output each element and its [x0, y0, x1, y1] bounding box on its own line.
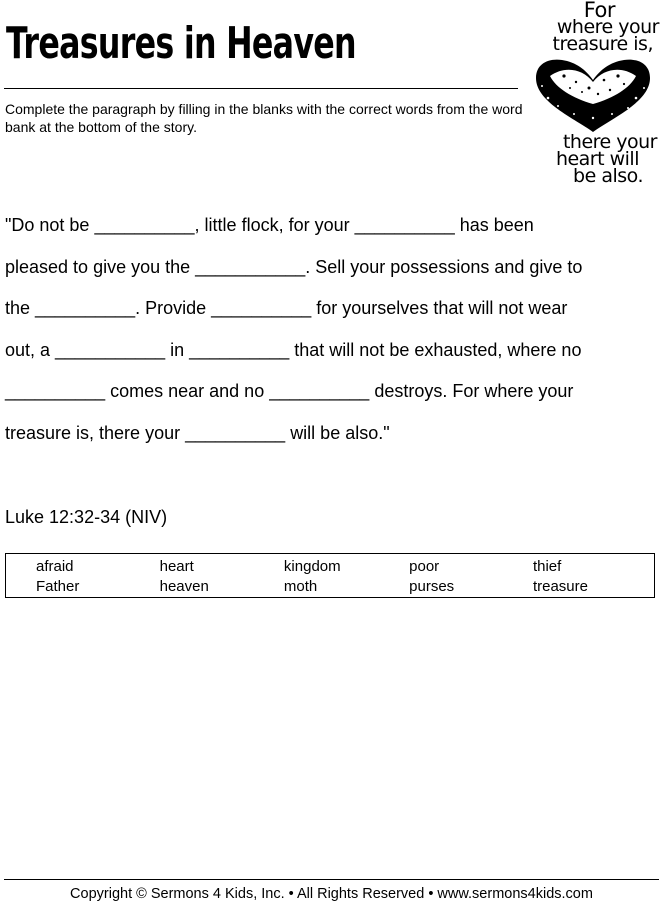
word-bank-word: heart — [159, 558, 194, 575]
verse-badge — [522, 0, 663, 190]
badge-line: there your — [562, 131, 657, 153]
passage-line: out, a ___________ in __________ that will not be exhausted, where no — [5, 339, 582, 360]
badge-line: be also. — [573, 165, 643, 187]
title-divider — [4, 88, 518, 89]
footer-divider — [4, 879, 659, 880]
word-bank-word: afraid — [36, 558, 74, 575]
badge-line: heart will — [555, 148, 639, 170]
badge-line: treasure is, — [552, 33, 653, 55]
word-bank-word: thief — [532, 558, 562, 575]
word-bank — [5, 553, 655, 598]
instructions-text: Complete the paragraph by filling in the blanks with the correct words from the word bank at the bottom of the story. — [5, 101, 523, 135]
passage-line: __________ comes near and no __________ destroys. For where your — [5, 381, 574, 402]
word-bank-word: treasure — [532, 578, 588, 595]
badge-line: For — [583, 0, 615, 22]
copyright-footer: Copyright © Sermons 4 Kids, Inc. • All Rights Reserved • www.sermons4kids.com — [70, 886, 593, 902]
passage-line: the __________. Provide __________ for yourselves that will not wear — [5, 298, 568, 319]
word-bank-word: poor — [409, 558, 440, 575]
scripture-reference: Luke 12:32-34 (NIV) — [5, 507, 168, 527]
page-title: Treasures in Heaven — [6, 18, 356, 69]
word-bank-row — [32, 557, 654, 577]
badge-line: where your — [556, 16, 659, 38]
word-bank-word: moth — [283, 578, 318, 595]
word-bank-word: heaven — [159, 578, 209, 595]
word-bank-row — [32, 577, 654, 597]
passage-line: pleased to give you the ___________. Sell your possessions and give to — [5, 256, 583, 277]
fill-in-passage — [5, 205, 655, 455]
word-bank-word: Father — [36, 578, 80, 595]
passage-line: "Do not be __________, little flock, for your __________ has been — [5, 215, 534, 235]
word-bank-word: kingdom — [283, 558, 341, 575]
word-bank-word: purses — [409, 578, 455, 595]
treasure-heart-icon — [534, 58, 652, 134]
passage-line: treasure is, there your __________ will be also." — [5, 422, 390, 443]
badge-bottom-text — [522, 131, 663, 187]
badge-top-text — [522, 2, 663, 53]
word-bank-table — [32, 557, 654, 597]
